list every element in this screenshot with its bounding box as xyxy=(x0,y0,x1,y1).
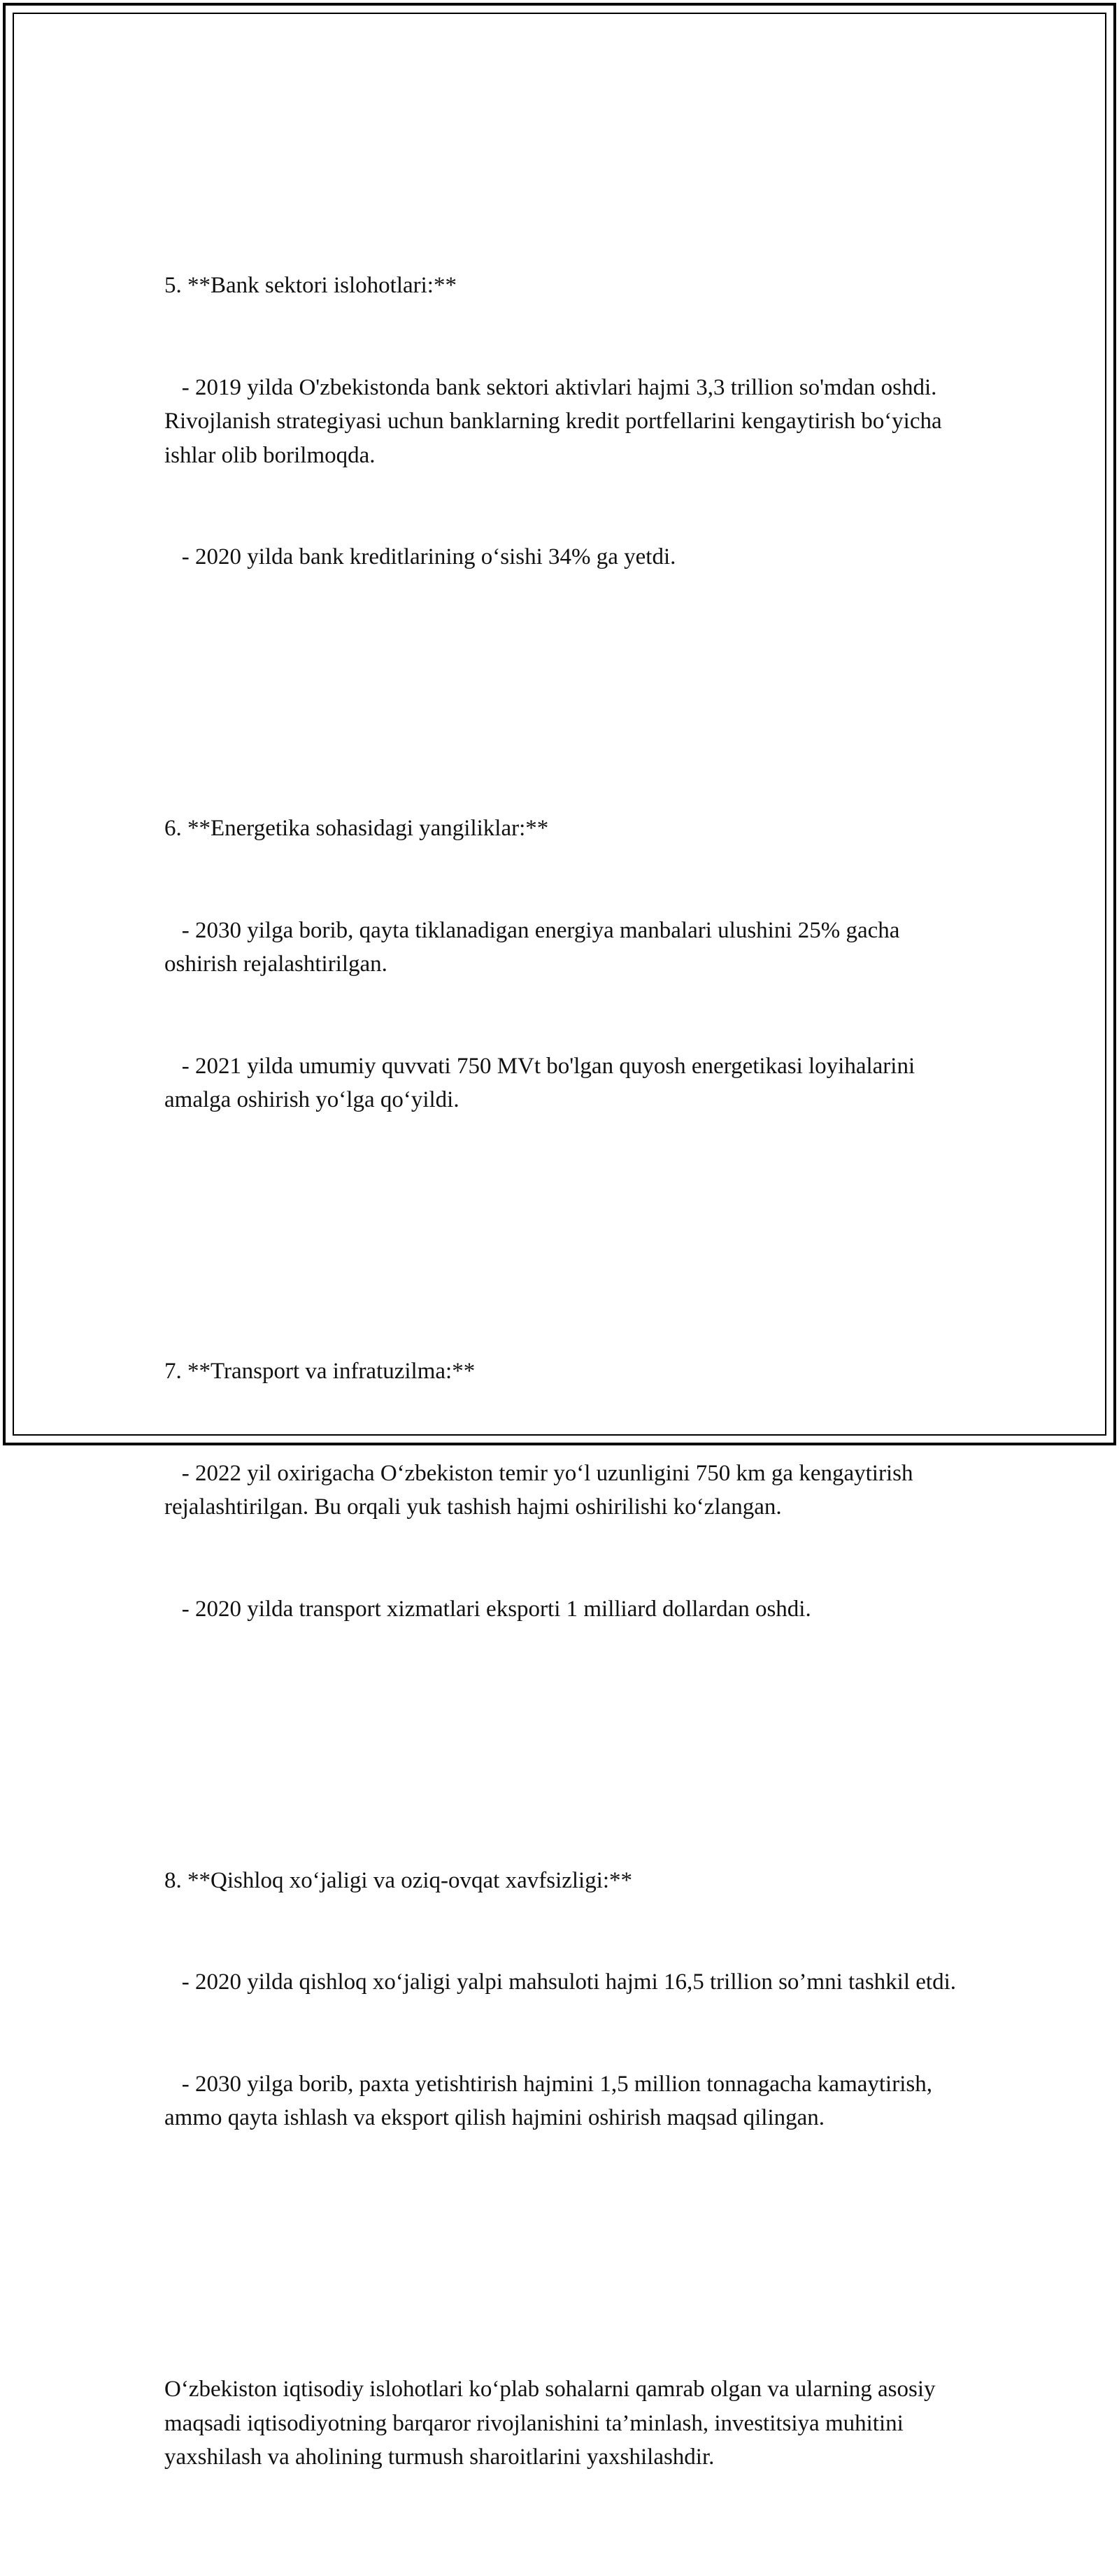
section-agriculture xyxy=(164,1796,976,2203)
section-heading: 7. **Transport va infratuzilma:** xyxy=(164,1359,476,1384)
list-item: - 2019 yilda O'zbekistonda bank sektori aktivlari hajmi 3,3 trillion so'mdan oshdi. Rivojlanish strategiyasi uchun banklarning kredit portfellarini kengaytirish bo‘yicha ishlar olib borilmoqda. xyxy=(164,374,948,468)
section-heading: 6. **Energetika sohasidagi yangiliklar:** xyxy=(164,816,549,841)
list-item: - 2020 yilda bank kreditlarining o‘sishi 34% ga yetdi. xyxy=(164,544,676,569)
list-item: - 2020 yilda transport xizmatlari eksporti 1 milliard dollardan oshdi. xyxy=(164,1596,811,1622)
section-heading: 5. **Bank sektori islohotlari:** xyxy=(164,273,457,298)
section-heading: 8. **Qishloq xo‘jaligi va oziq-ovqat xavfsizligi:** xyxy=(164,1867,633,1893)
section-transport xyxy=(164,1287,976,1694)
list-item: - 2030 yilga borib, qayta tiklanadigan energiya manbalari ulushini 25% gacha oshirish rejalashtirilgan. xyxy=(164,917,906,977)
list-item: - 2022 yil oxirigacha O‘zbekiston temir yo‘l uzunligini 750 km ga kengaytirish rejalashtirilgan. Bu orqali yuk tashish hajmi oshirilishi ko‘zlangan. xyxy=(164,1460,919,1520)
document-body xyxy=(164,133,976,2576)
section-bank-reforms xyxy=(164,201,976,642)
conclusion-text: O‘zbekiston iqtisodiy islohotlari ko‘plab sohalarni qamrab olgan va ularning asosiy maqsadi iqtisodiyotning barqaror rivojlanishini ta’minlash, investitsiya muhitini yaxshilash va aholining turmush sharoitlarini yaxshilashdir. xyxy=(164,2377,941,2470)
section-energy xyxy=(164,744,976,1185)
list-item: - 2020 yilda qishloq xo‘jaligi yalpi mahsuloti hajmi 16,5 trillion so’mni tashkil etdi. xyxy=(164,1969,956,1995)
list-item: - 2030 yilga borib, paxta yetishtirish hajmini 1,5 million tonnagacha kamaytirish, ammo qayta ishlash va eksport qilish hajmini oshirish maqsad qilingan. xyxy=(164,2071,939,2130)
list-item: - 2021 yilda umumiy quvvati 750 MVt bo'lgan quyosh energetikasi loyihalarini amalga oshirish yo‘lga qo‘yildi. xyxy=(164,1053,921,1112)
conclusion-paragraph xyxy=(164,2305,976,2542)
